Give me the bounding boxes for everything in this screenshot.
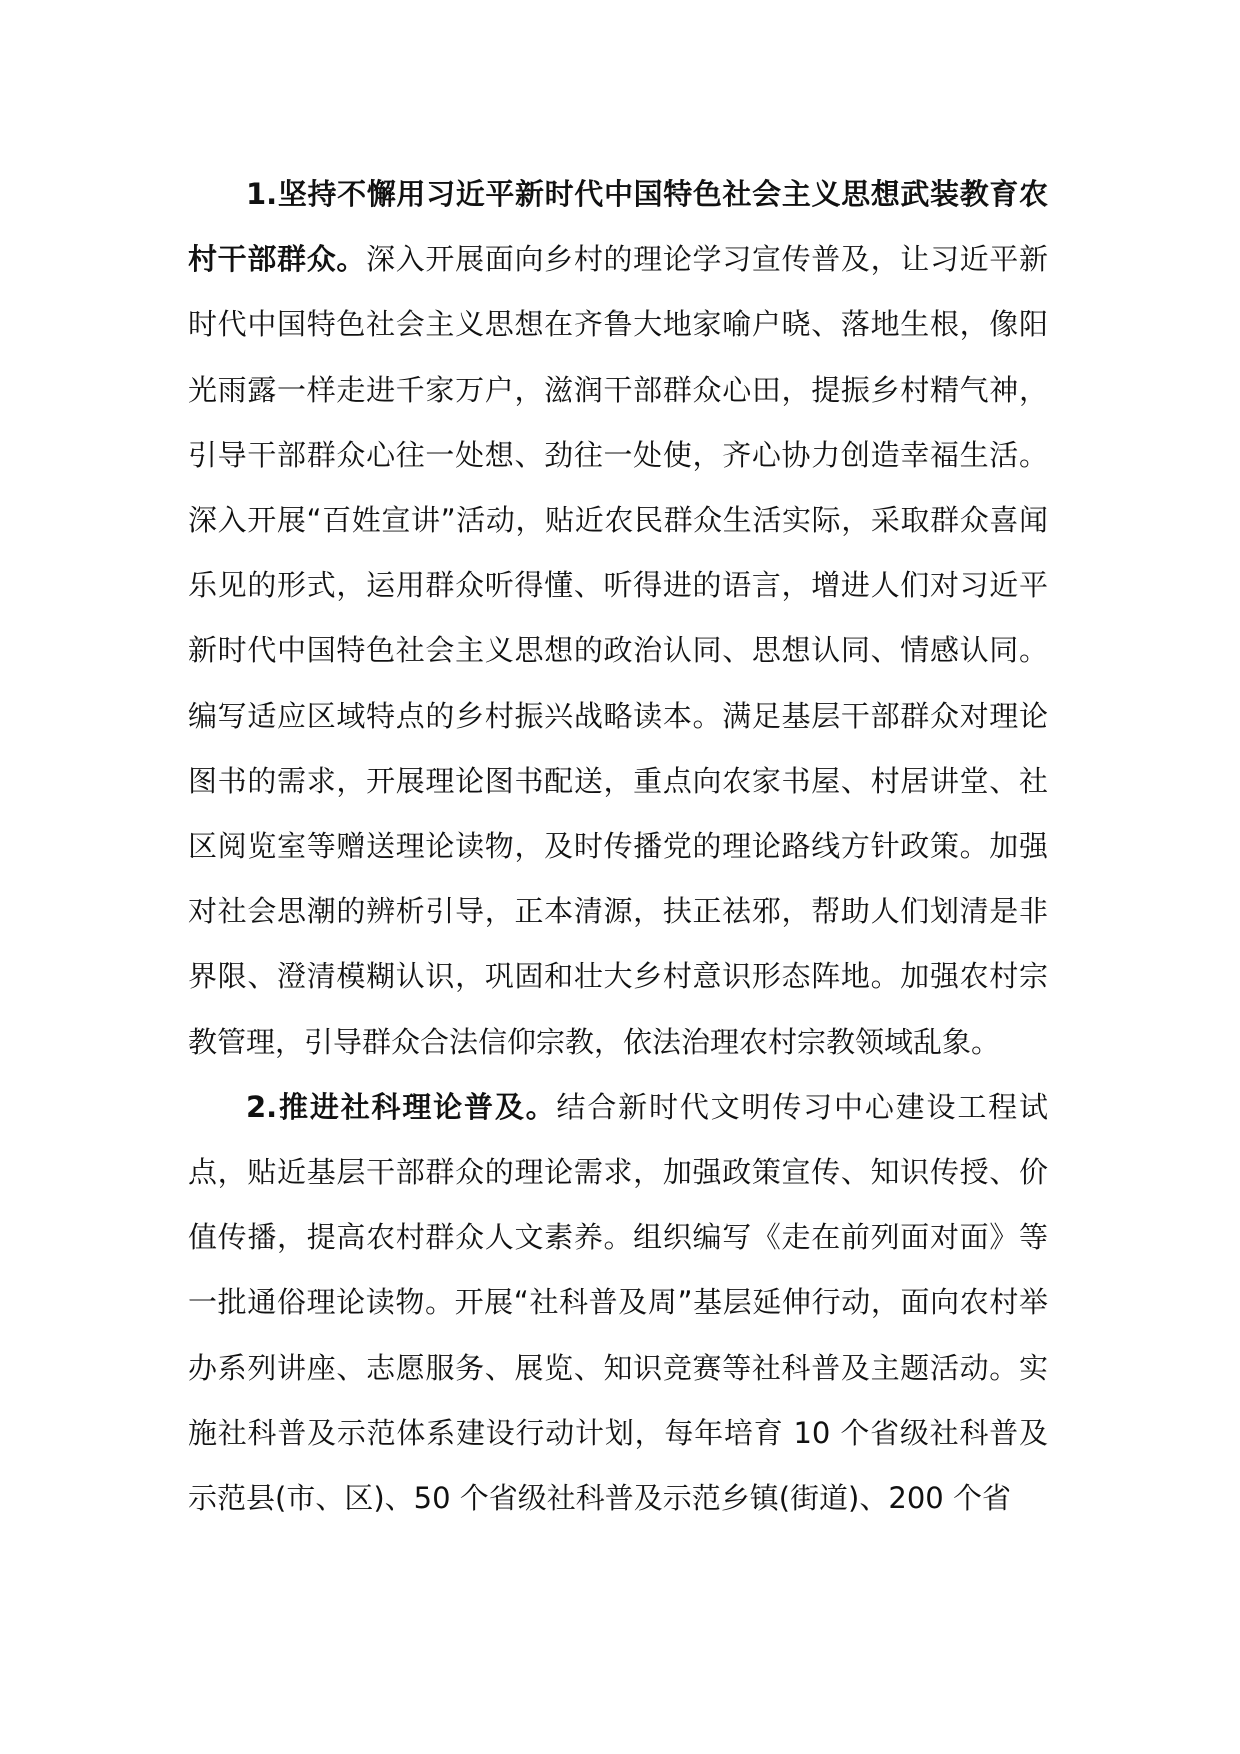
paragraph-1-body: 深入开展面向乡村的理论学习宣传普及，让习近平新时代中国特色社会主义思想在齐鲁大地家喻户晓、落地生根，像阳光雨露一样走进千家万户，滋润干部群众心田，提振乡村精气神，引导干部群众心往一处想、劲往一处使，齐心协力创造幸福生活。深入开展“百姓宣讲”活动，贴近农民群众生活实际，采取群众喜闻乐见的形式，运用群众听得懂、听得进的语言，增进人们对习近平新时代中国特色社会主义思想的政治认同、思想认同、情感认同。编写适应区域特点的乡村振兴战略读本。满足基层干部群众对理论图书的需求，开展理论图书配送，重点向农家书屋、村居讲堂、社区阅览室等赠送理论读物，及时传播党的理论路线方针政策。加强对社会思潮的辨析引导，正本清源，扶正祛邪，帮助人们划清是非界限、澄清模糊认识，巩固和壮大乡村意识形态阵地。加强农村宗教管理，引导群众合法信仰宗教，依法治理农村宗教领域乱象。 [188,242,1048,1059]
paragraph-1-heading: 1.坚持不懈用习近平新时代中国特色社会主义思想武装教育农村干部群众。 [188,177,1048,277]
paragraph-2-body: 结合新时代文明传习中心建设工程试点，贴近基层干部群众的理论需求，加强政策宣传、知识传授、价值传播，提高农村群众人文素养。组织编写《走在前列面对面》等一批通俗理论读物。开展“社科普及周”基层延伸行动，面向农村举办系列讲座、志愿服务、展览、知识竞赛等社科普及主题活动。实施社科普及示范体系建设行动计划，每年培育 10 个省级社科普及示范县(市、区)、50 个省级社科普及示范乡镇(街道)、200 个省 [188,1089,1048,1516]
paragraph-2 [188,1075,1048,1531]
document-body [188,162,1048,1531]
paragraph-2-heading: 2.推进社科理论普及。 [246,1089,557,1124]
paragraph-1 [188,162,1048,1075]
